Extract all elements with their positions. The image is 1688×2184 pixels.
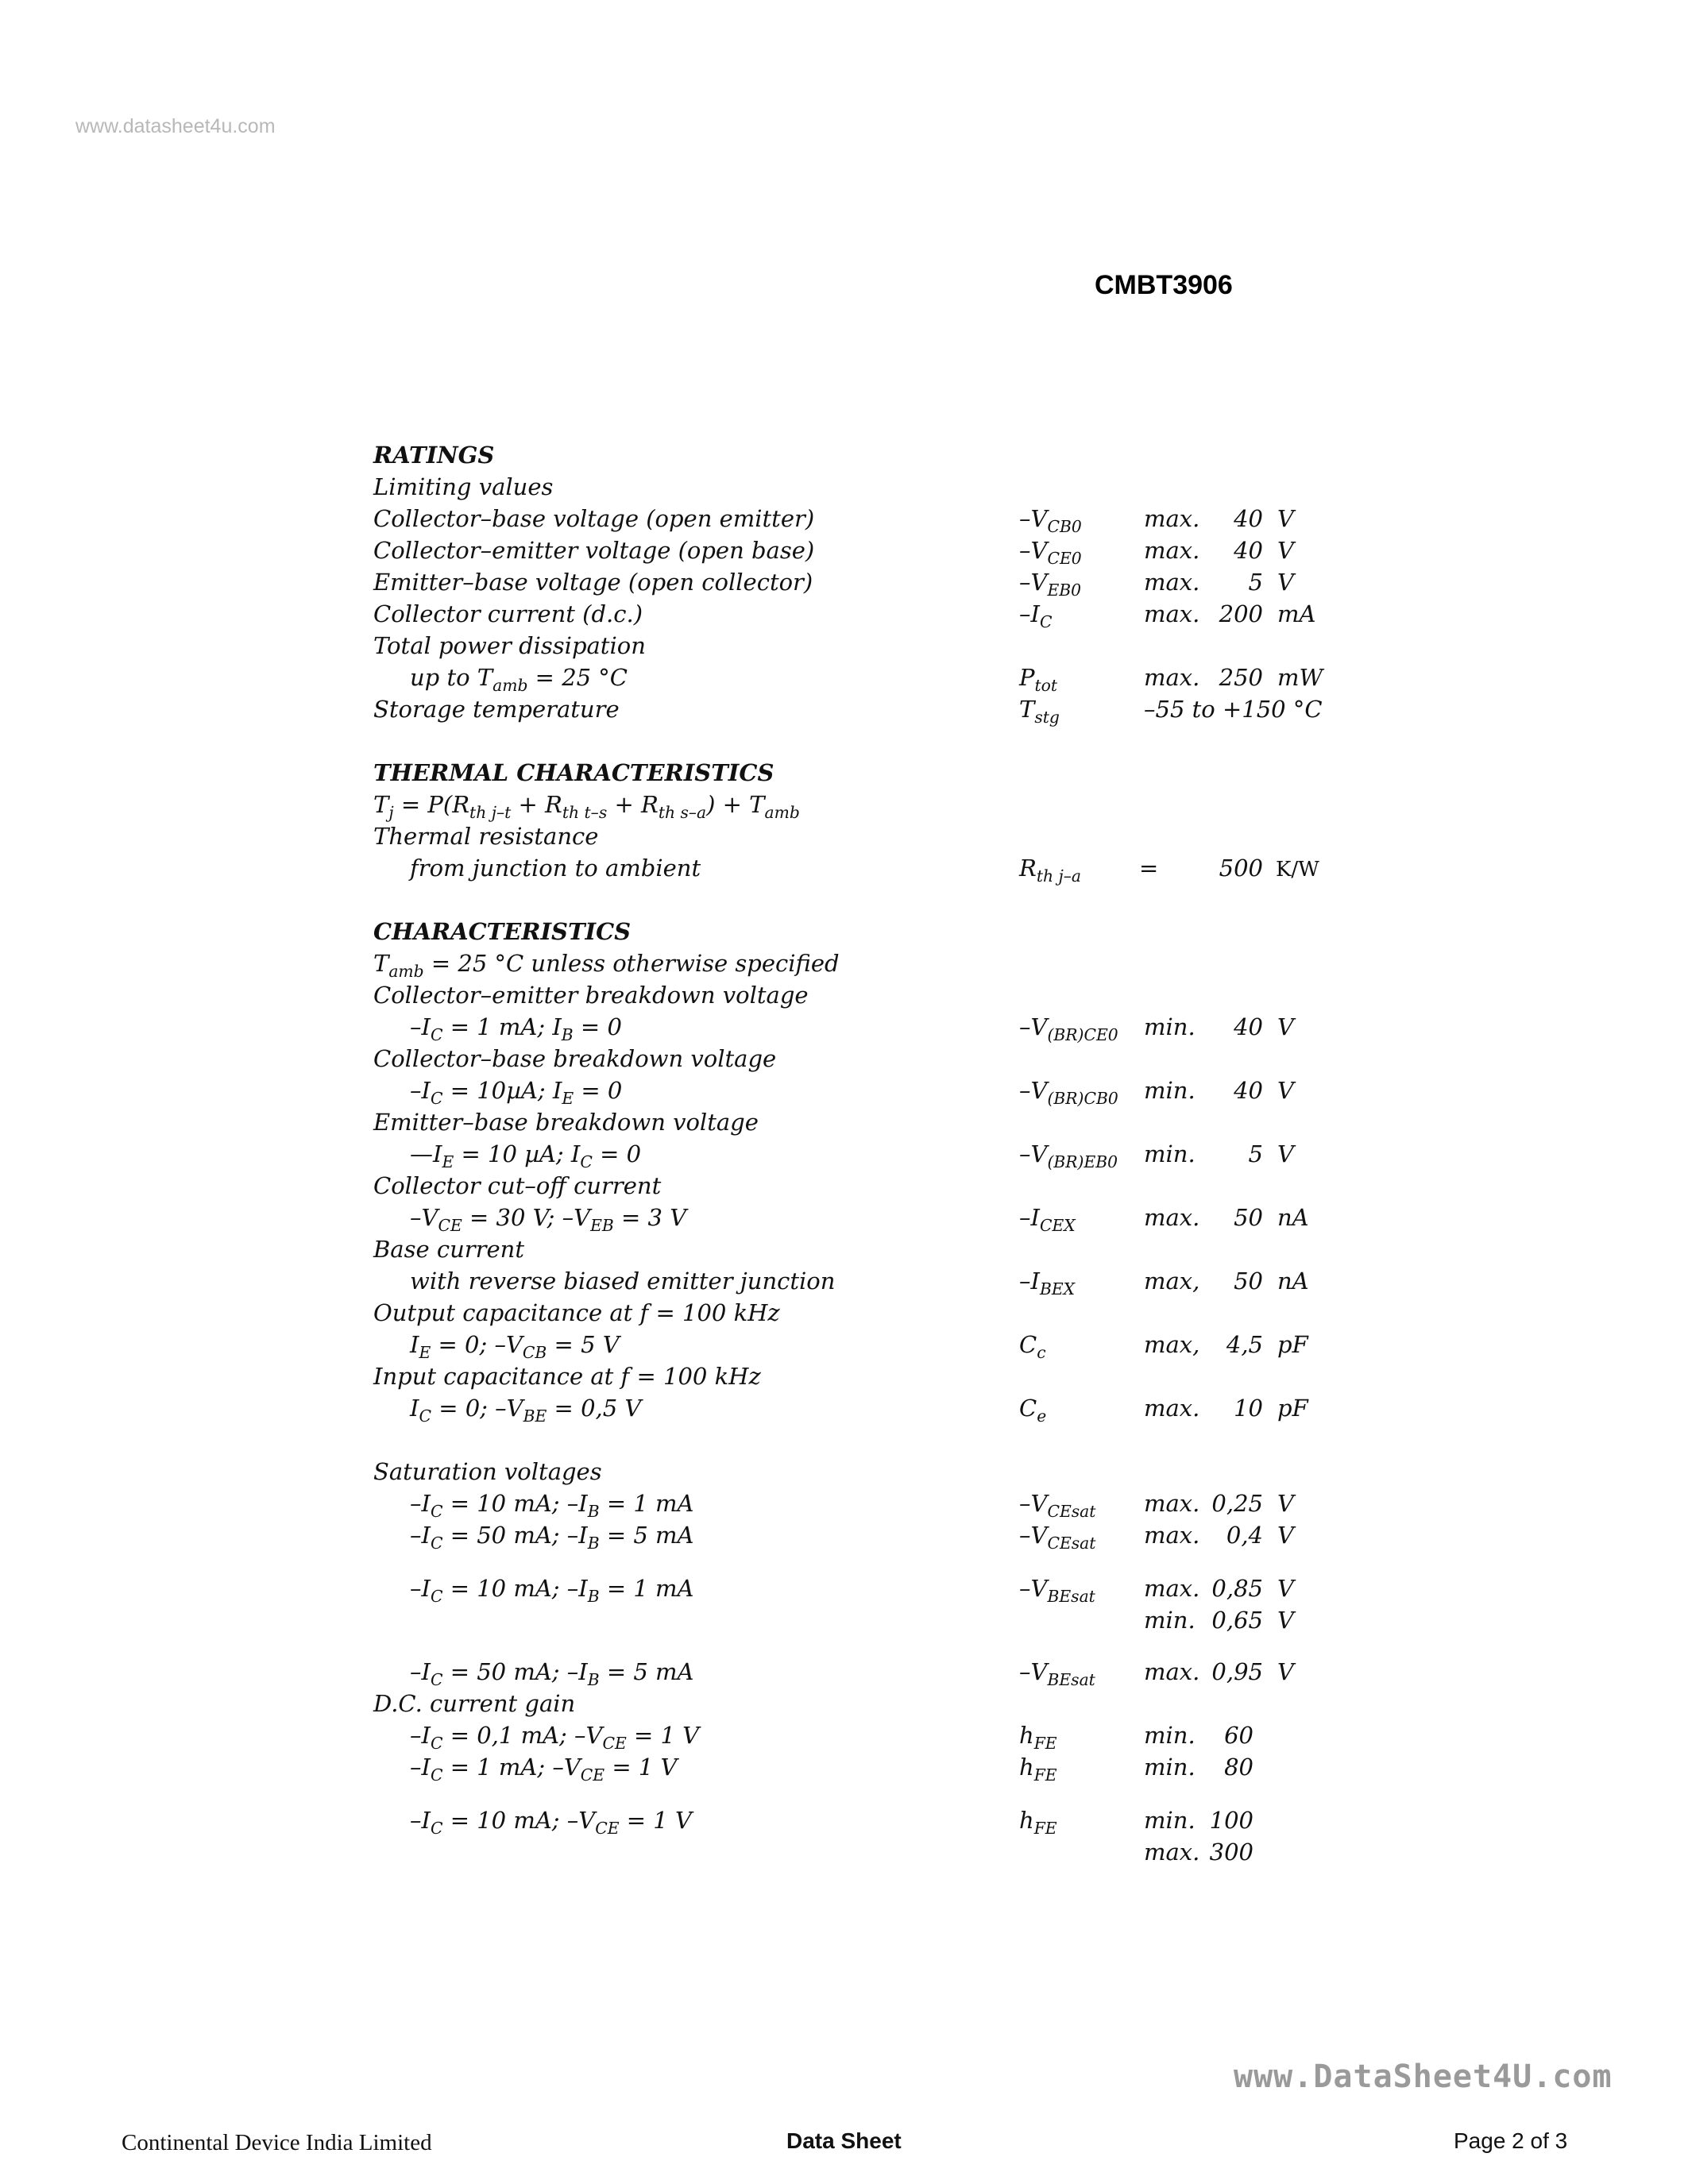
param-condition: $-I_C = 50$ mA; $-I_B = 5$ mA bbox=[410, 1522, 694, 1553]
param-symbol: $-I_{CEX}$ bbox=[1019, 1204, 1076, 1236]
thermal-formula: $T_j = P(R_{th j-t} + R_{th t-s} + R_{th s-a}) + T_{amb}$ bbox=[373, 791, 800, 823]
footer-doc-type: Data Sheet bbox=[786, 2128, 902, 2153]
param-desc: Emitter–base voltage (open collector) bbox=[373, 569, 813, 596]
param-condition: $-I_C = 0,1$ mA; $-V_{CE} = 1$ V bbox=[410, 1722, 700, 1754]
param-symbol: $-I_{BEX}$ bbox=[1019, 1268, 1076, 1299]
param-desc: Base current bbox=[373, 1236, 525, 1263]
param-unit: nA bbox=[1277, 1268, 1309, 1295]
param-symbol: $-V_{(BR)CE0}$ bbox=[1019, 1013, 1118, 1045]
param-condition: $-I_C = 1$ mA; $I_B = 0$ bbox=[410, 1013, 622, 1045]
param-value: 50 bbox=[1234, 1204, 1263, 1231]
saturation-heading: Saturation voltages bbox=[373, 1458, 602, 1485]
param-unit: nA bbox=[1277, 1204, 1309, 1231]
param-value: 40 bbox=[1234, 1077, 1263, 1104]
param-value: 0,25 bbox=[1211, 1490, 1263, 1517]
param-symbol: $-V_{(BR)CB0}$ bbox=[1019, 1077, 1118, 1109]
param-condition: $-I_C = 10$ mA; $-I_B = 1$ mA bbox=[410, 1575, 694, 1607]
thermal-heading: THERMAL CHARACTERISTICS bbox=[373, 759, 774, 786]
param-unit: pF bbox=[1277, 1395, 1308, 1422]
param-desc: Emitter–base breakdown voltage bbox=[373, 1109, 759, 1136]
param-condition: $I_C = 0$; $-V_{BE} = 0,5$ V bbox=[410, 1395, 642, 1426]
param-desc: Collector–emitter voltage (open base) bbox=[373, 537, 815, 564]
param-value: 10 bbox=[1234, 1395, 1263, 1422]
param-desc: Collector–base breakdown voltage bbox=[373, 1045, 777, 1072]
param-unit: V bbox=[1277, 1522, 1294, 1549]
param-value: 40 bbox=[1234, 537, 1263, 564]
param-limit: max. bbox=[1144, 1395, 1200, 1422]
param-desc: Thermal resistance bbox=[373, 823, 599, 850]
param-value: 500 bbox=[1219, 855, 1263, 882]
param-limit: max. bbox=[1144, 1575, 1200, 1602]
param-unit: mW bbox=[1277, 664, 1323, 691]
param-unit: V bbox=[1277, 537, 1294, 564]
param-unit: V bbox=[1277, 1077, 1294, 1104]
param-limit: max, bbox=[1144, 1331, 1200, 1358]
param-limit: min. bbox=[1144, 1722, 1196, 1749]
param-condition: $-I_C = 10$ mA; $-I_B = 1$ mA bbox=[410, 1490, 694, 1522]
param-unit: V bbox=[1277, 1575, 1294, 1602]
param-desc: Collector cut–off current bbox=[373, 1172, 662, 1199]
param-value: 200 bbox=[1219, 600, 1263, 627]
param-limit: min. bbox=[1144, 1013, 1196, 1040]
param-limit: min. bbox=[1144, 1077, 1196, 1104]
characteristics-heading: CHARACTERISTICS bbox=[373, 918, 632, 945]
param-limit: max. bbox=[1144, 1490, 1200, 1517]
param-symbol: $-V_{(BR)EB0}$ bbox=[1019, 1140, 1118, 1172]
param-limit: max. bbox=[1144, 537, 1200, 564]
param-symbol: $h_{FE}$ bbox=[1019, 1754, 1057, 1785]
param-unit: V bbox=[1277, 1490, 1294, 1517]
param-limit: = bbox=[1139, 855, 1159, 882]
param-desc: Storage temperature bbox=[373, 696, 620, 723]
param-symbol: $-V_{CEsat}$ bbox=[1019, 1522, 1096, 1553]
watermark-bottom[interactable]: www.DataSheet4U.com bbox=[1234, 2059, 1613, 2095]
param-symbol: $-V_{CB0}$ bbox=[1019, 505, 1082, 537]
param-desc: Input capacitance at f = 100 kHz bbox=[373, 1363, 761, 1390]
param-value: 0,4 bbox=[1226, 1522, 1263, 1549]
param-limit: max. bbox=[1144, 505, 1200, 532]
param-condition: $—I_E = 10$ µA; $I_C = 0$ bbox=[410, 1140, 642, 1172]
param-condition: from junction to ambient bbox=[410, 855, 701, 882]
param-condition: $I_E = 0$; $-V_{CB} = 5$ V bbox=[410, 1331, 620, 1363]
param-desc: Output capacitance at f = 100 kHz bbox=[373, 1299, 780, 1326]
param-value: 80 bbox=[1224, 1754, 1253, 1781]
param-limit: max, bbox=[1144, 1268, 1200, 1295]
param-desc: Total power dissipation bbox=[373, 632, 646, 659]
param-symbol: $C_c$ bbox=[1019, 1331, 1046, 1363]
param-symbol: $h_{FE}$ bbox=[1019, 1807, 1057, 1839]
param-condition: $-V_{CE} = 30$ V; $-V_{EB} = 3$ V bbox=[410, 1204, 687, 1236]
ratings-subheading: Limiting values bbox=[373, 473, 554, 500]
param-condition: $-I_C = 10\mu A$; $I_E = 0$ bbox=[410, 1077, 623, 1109]
param-symbol: $-I_C$ bbox=[1019, 600, 1053, 632]
param-limit: max. bbox=[1144, 1204, 1200, 1231]
param-symbol: $-V_{BEsat}$ bbox=[1019, 1575, 1095, 1607]
param-desc: Collector–emitter breakdown voltage bbox=[373, 982, 809, 1009]
param-symbol: $R_{th j-a}$ bbox=[1019, 855, 1082, 886]
param-unit: V bbox=[1277, 569, 1294, 596]
gain-heading: D.C. current gain bbox=[373, 1690, 576, 1717]
param-value: 4,5 bbox=[1226, 1331, 1263, 1358]
param-value: 300 bbox=[1209, 1839, 1253, 1866]
param-value: 5 bbox=[1248, 1140, 1263, 1167]
param-symbol: $C_e$ bbox=[1019, 1395, 1047, 1426]
param-condition: $-I_C = 1$ mA; $-V_{CE} = 1$ V bbox=[410, 1754, 678, 1785]
param-range: –55 to +150 °C bbox=[1144, 696, 1323, 723]
part-number-title: CMBT3906 bbox=[1095, 270, 1233, 300]
ratings-heading: RATINGS bbox=[373, 442, 495, 469]
param-unit: V bbox=[1277, 1140, 1294, 1167]
watermark-top[interactable]: www.datasheet4u.com bbox=[75, 115, 276, 137]
param-limit: max. bbox=[1144, 569, 1200, 596]
param-condition: with reverse biased emitter junction bbox=[410, 1268, 836, 1295]
param-symbol: $T_{stg}$ bbox=[1019, 696, 1060, 727]
param-value: 0,95 bbox=[1211, 1658, 1263, 1685]
param-desc: Collector–base voltage (open emitter) bbox=[373, 505, 815, 532]
param-value: 100 bbox=[1209, 1807, 1253, 1834]
param-unit: V bbox=[1277, 505, 1294, 532]
param-value: 40 bbox=[1234, 1013, 1263, 1040]
param-value: 50 bbox=[1234, 1268, 1263, 1295]
param-symbol: $-V_{CEsat}$ bbox=[1019, 1490, 1096, 1522]
param-desc: Collector current (d.c.) bbox=[373, 600, 643, 627]
param-symbol: $h_{FE}$ bbox=[1019, 1722, 1057, 1754]
footer-page-number: Page 2 of 3 bbox=[1454, 2128, 1568, 2153]
param-value: 0,85 bbox=[1211, 1575, 1263, 1602]
param-value: 5 bbox=[1248, 569, 1263, 596]
param-limit: max. bbox=[1144, 1658, 1200, 1685]
param-condition: $-I_C = 10$ mA; $-V_{CE} = 1$ V bbox=[410, 1807, 692, 1839]
param-limit: max. bbox=[1144, 1522, 1200, 1549]
param-limit: min. bbox=[1144, 1140, 1196, 1167]
param-condition: up to $T_{amb} = 25$ °C bbox=[410, 664, 628, 696]
param-value: 250 bbox=[1219, 664, 1263, 691]
param-unit: pF bbox=[1277, 1331, 1308, 1358]
param-symbol: $-V_{BEsat}$ bbox=[1019, 1658, 1095, 1690]
footer-company: Continental Device India Limited bbox=[122, 2130, 432, 2155]
param-value: 60 bbox=[1224, 1722, 1253, 1749]
param-limit: max. bbox=[1144, 600, 1200, 627]
param-value: 0,65 bbox=[1211, 1607, 1263, 1634]
param-unit: V bbox=[1277, 1607, 1294, 1634]
param-limit: max. bbox=[1144, 664, 1200, 691]
param-value: 40 bbox=[1234, 505, 1263, 532]
param-limit: min. bbox=[1144, 1754, 1196, 1781]
param-symbol: $-V_{CE0}$ bbox=[1019, 537, 1082, 569]
param-limit: max. bbox=[1144, 1839, 1200, 1866]
param-symbol: $P_{tot}$ bbox=[1019, 664, 1058, 696]
param-unit: V bbox=[1277, 1013, 1294, 1040]
param-symbol: $-V_{EB0}$ bbox=[1019, 569, 1082, 600]
param-unit: K/W bbox=[1276, 858, 1319, 882]
param-limit: min. bbox=[1144, 1607, 1196, 1634]
characteristics-note: $T_{amb} = 25$ °C unless otherwise specified bbox=[373, 950, 840, 982]
param-limit: min. bbox=[1144, 1807, 1196, 1834]
param-unit: V bbox=[1277, 1658, 1294, 1685]
param-condition: $-I_C = 50$ mA; $-I_B = 5$ mA bbox=[410, 1658, 694, 1690]
param-unit: mA bbox=[1277, 600, 1316, 627]
